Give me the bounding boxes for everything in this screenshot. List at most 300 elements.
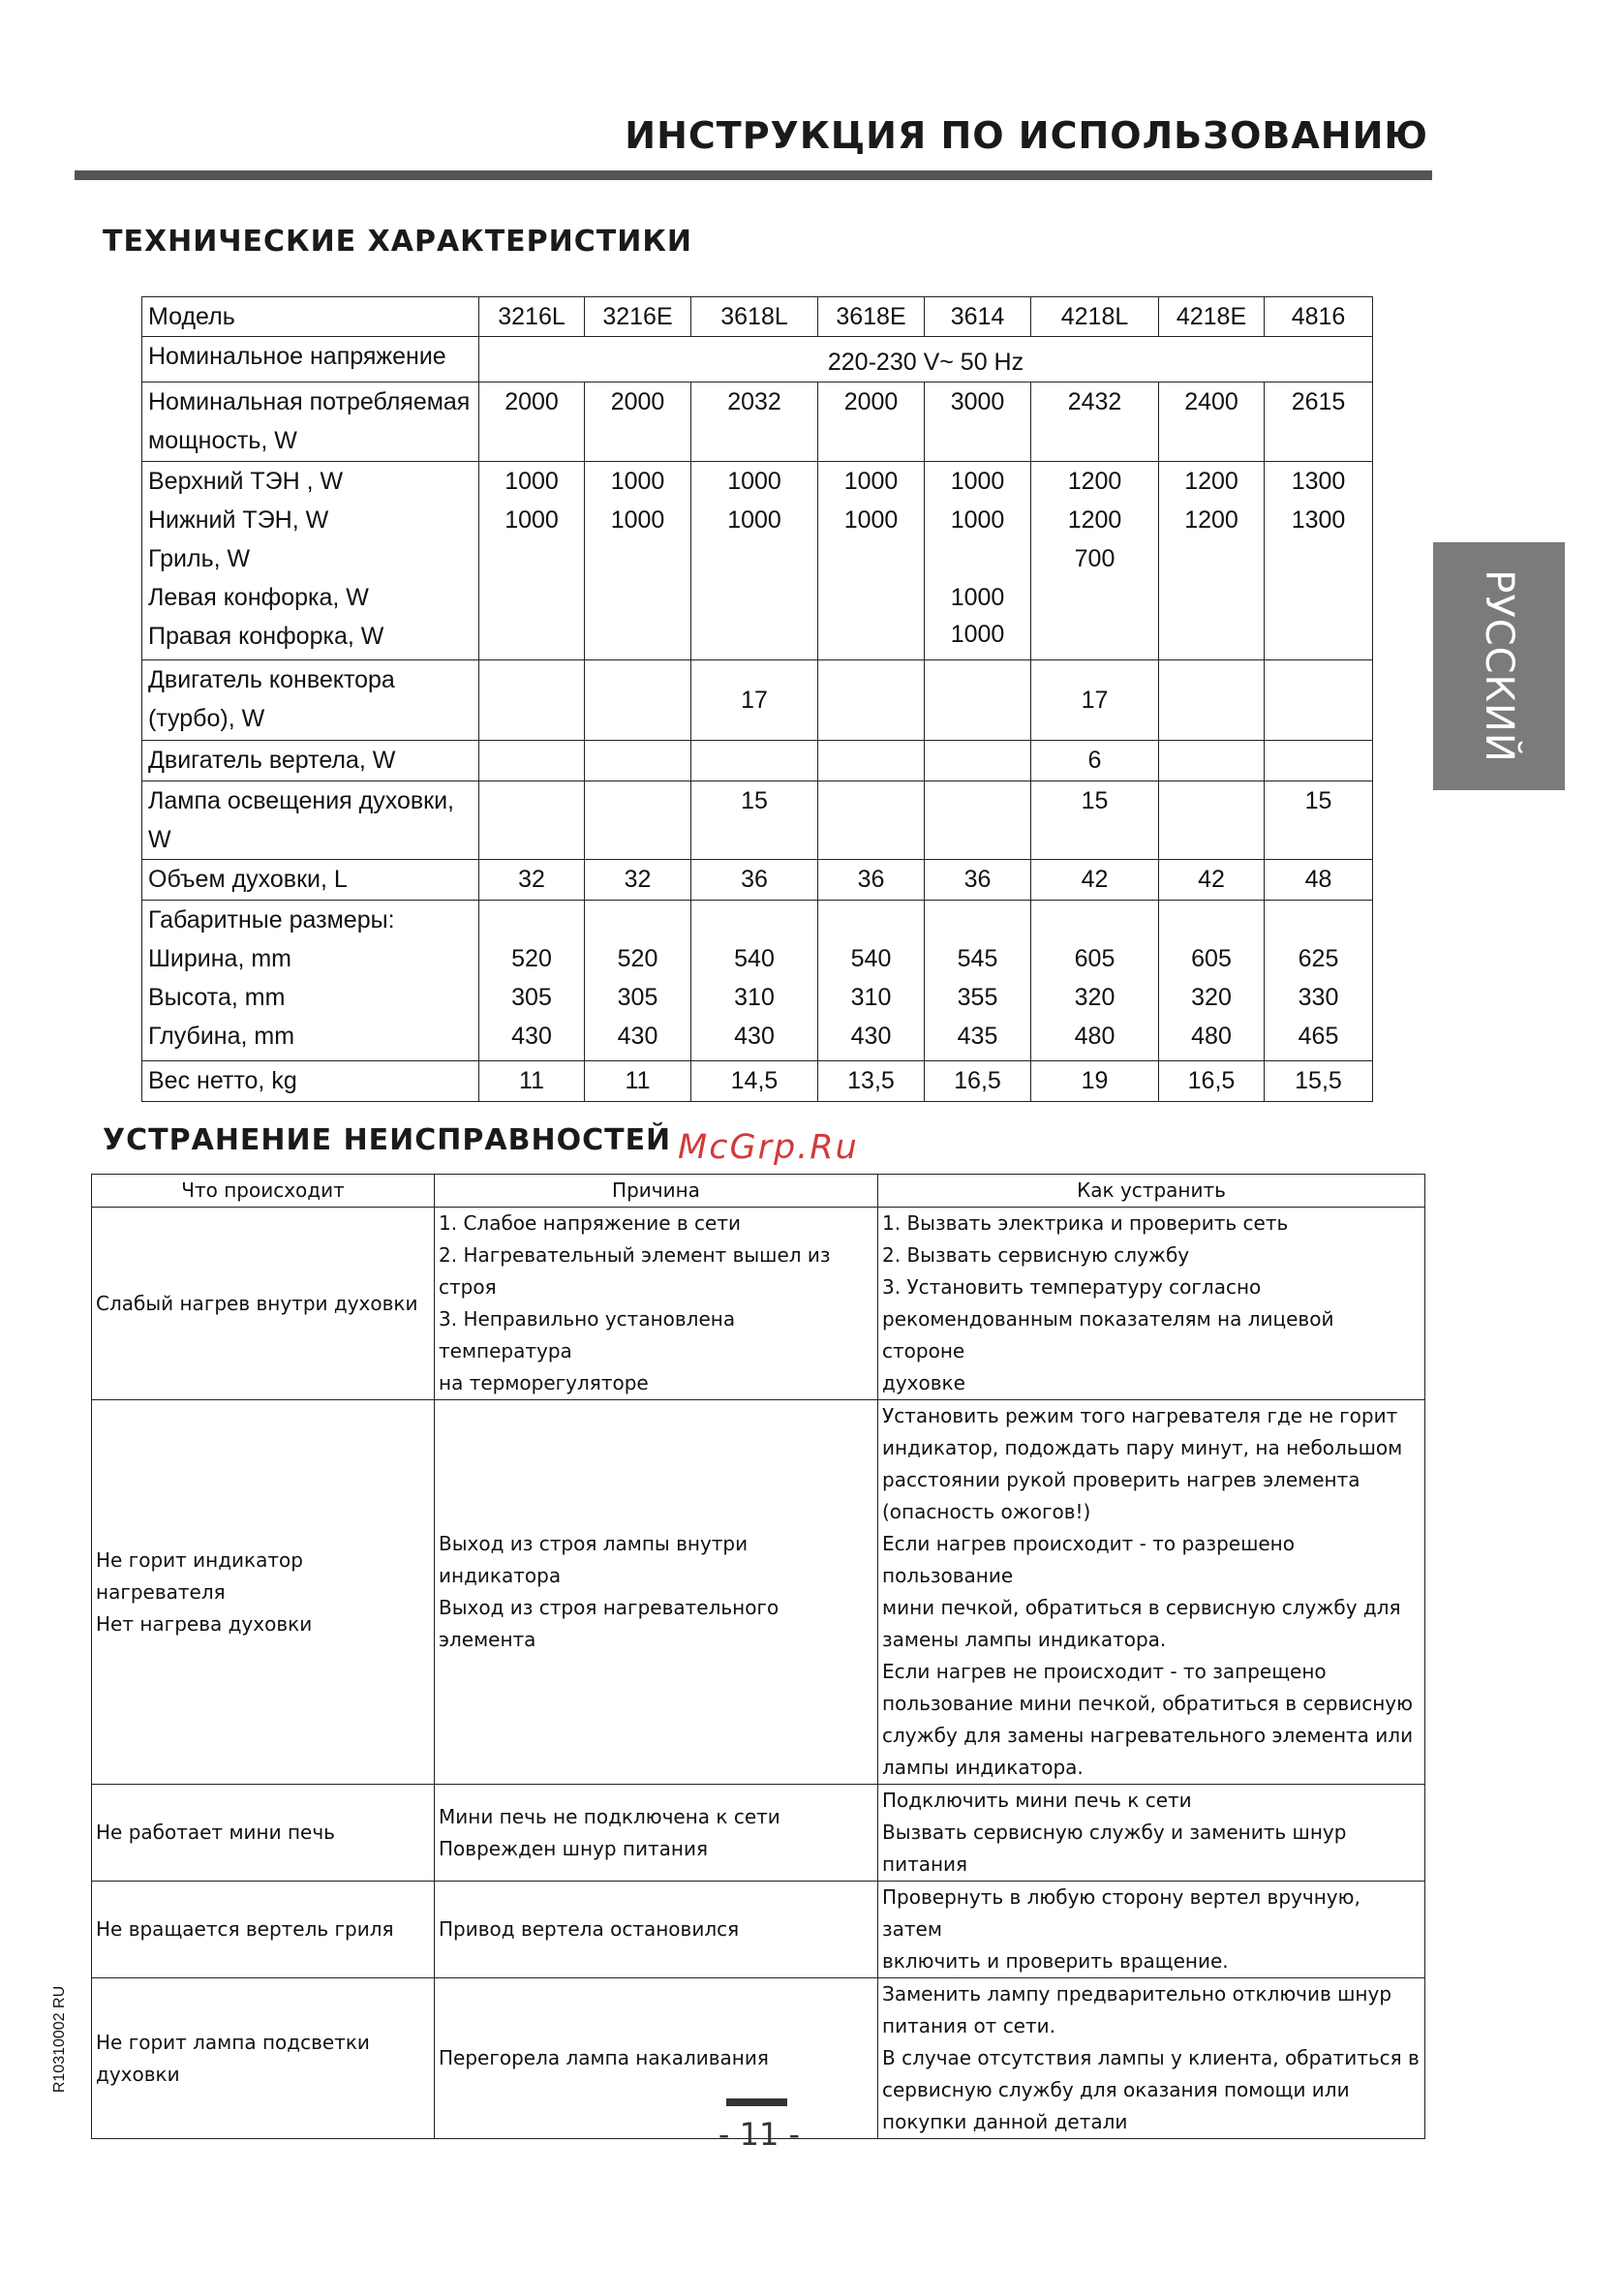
spec-value-text: 6 — [1087, 747, 1102, 774]
spec-label-text: Лампа освещения духовки, W — [148, 787, 454, 853]
spec-value — [585, 741, 691, 781]
spec-value — [1265, 741, 1373, 781]
trouble-header-row — [92, 1175, 1425, 1208]
spec-value-text: 310 — [734, 984, 775, 1011]
spec-value-text — [1270, 741, 1366, 780]
trouble-problem-line: духовки — [96, 2062, 180, 2086]
spec-model-name: 3216E — [602, 303, 673, 330]
spec-value-text: 36 — [963, 866, 992, 893]
trouble-cause-cell — [435, 1785, 878, 1882]
spec-value — [1159, 860, 1265, 901]
spec-value-text: 16,5 — [954, 1067, 1001, 1094]
spec-model-name: 4218L — [1060, 303, 1129, 330]
trouble-problem-line: Не вращается вертель гриля — [96, 1917, 394, 1941]
spec-model-name: 4218E — [1176, 303, 1247, 330]
spec-value-text: 1000 — [843, 468, 899, 495]
language-tab-label: РУССКИЙ — [1477, 569, 1521, 763]
spacer — [1165, 901, 1258, 939]
spec-value — [925, 860, 1031, 901]
header-rule — [75, 170, 1432, 180]
spec-label-text: мощность, W — [148, 427, 297, 454]
spacer — [591, 901, 685, 939]
spec-value — [1265, 781, 1373, 860]
spec-value — [585, 462, 691, 660]
trouble-row — [92, 1785, 1425, 1882]
spec-model-name: 4816 — [1291, 303, 1346, 330]
spec-row — [142, 383, 1373, 462]
spacer — [1270, 901, 1366, 939]
spec-value-text: 520 — [511, 945, 552, 972]
spec-value-text: 36 — [741, 866, 768, 893]
spec-value-text — [824, 681, 918, 719]
spec-model — [1159, 297, 1265, 337]
spec-label-text: Габаритные размеры: — [148, 906, 395, 934]
spec-value — [691, 860, 818, 901]
spec-value — [818, 741, 925, 781]
spec-value-text: 2615 — [1291, 388, 1346, 415]
spec-value-text — [485, 781, 578, 820]
spec-value-text: 14,5 — [730, 1067, 779, 1094]
trouble-cause-line: 1. Слабое напряжение в сети — [439, 1211, 741, 1235]
spec-voltage-text: 220-230 V~ 50 Hz — [827, 349, 1024, 376]
spec-value — [1031, 860, 1159, 901]
spec-label-text: Левая конфорка, W — [148, 584, 369, 611]
spec-value-text: 1000 — [950, 506, 1005, 534]
spec-value-text: 480 — [1191, 1023, 1232, 1050]
spec-value-text: 1000 — [727, 468, 781, 495]
spec-value-text — [1165, 781, 1258, 820]
spec-value-text: 1000 — [843, 506, 899, 534]
spec-value — [479, 383, 585, 462]
page-number: - 11 - — [718, 2116, 801, 2153]
trouble-cause-cell — [435, 1978, 878, 2139]
spec-value — [818, 1061, 925, 1102]
trouble-fix-line: питания от сети. — [882, 2014, 1055, 2037]
spec-value-text: 320 — [1191, 984, 1232, 1011]
trouble-fix-line: 1. Вызвать электрика и проверить сеть — [882, 1211, 1289, 1235]
spec-value — [585, 860, 691, 901]
spec-value — [691, 741, 818, 781]
spec-label-text: Двигатель вертела, W — [148, 747, 396, 774]
spec-value-text: 42 — [1198, 866, 1225, 893]
trouble-cause-line: Перегорела лампа накаливания — [439, 2046, 769, 2069]
spec-label — [142, 781, 479, 860]
spec-value-text: 15,5 — [1295, 1067, 1342, 1094]
spec-label-text: Модель — [148, 303, 235, 330]
spec-value — [1031, 741, 1159, 781]
spec-value-text: 17 — [741, 687, 768, 714]
spec-value — [818, 660, 925, 741]
spec-value-text: 1000 — [950, 621, 1005, 648]
spec-label — [142, 462, 479, 660]
spec-label — [142, 901, 479, 1061]
spec-value — [818, 781, 925, 860]
spec-value-text: 15 — [1304, 787, 1332, 814]
spec-value — [925, 462, 1031, 660]
spec-row — [142, 660, 1373, 741]
troubleshooting-table — [91, 1174, 1425, 2139]
spec-row — [142, 741, 1373, 781]
trouble-fix-line: сервисную службу для оказания помощи или — [882, 2078, 1350, 2101]
spec-value — [585, 660, 691, 741]
spacer — [485, 901, 578, 939]
spec-row — [142, 337, 1373, 383]
spec-model-name: 3216L — [498, 303, 565, 330]
spec-value — [1031, 781, 1159, 860]
spec-value-text: 42 — [1081, 866, 1109, 893]
spec-value-text: 545 — [957, 945, 998, 972]
spec-section-title: ТЕХНИЧЕСКИЕ ХАРАКТЕРИСТИКИ — [103, 225, 692, 259]
spec-label-text: Глубина, mm — [148, 1023, 295, 1050]
spec-value — [818, 462, 925, 660]
spec-model-name: 3614 — [950, 303, 1005, 330]
trouble-fix-cell — [878, 1978, 1425, 2139]
trouble-problem-cell — [92, 1400, 435, 1785]
spec-label — [142, 660, 479, 741]
spec-value-text: 13,5 — [847, 1067, 895, 1094]
trouble-fix-line: Если нагрев происходит - то разрешено пользование — [882, 1532, 1295, 1587]
spec-value — [691, 660, 818, 741]
spec-value — [1159, 660, 1265, 741]
spec-value — [1265, 383, 1373, 462]
spec-value-text: 15 — [1081, 787, 1109, 814]
spec-value — [691, 1061, 818, 1102]
spec-value-text: 1300 — [1291, 468, 1346, 495]
spec-value-text: 520 — [617, 945, 658, 972]
trouble-problem-line: Не горит лампа подсветки — [96, 2030, 370, 2054]
trouble-row — [92, 1400, 1425, 1785]
spec-value-text: 15 — [741, 787, 768, 814]
spec-label — [142, 297, 479, 337]
spec-value-text: 1000 — [504, 506, 559, 534]
spec-value — [1265, 660, 1373, 741]
spec-value-text: 1000 — [727, 506, 781, 534]
spec-model — [818, 297, 925, 337]
spec-value-text: 430 — [734, 1023, 775, 1050]
spec-value — [1031, 1061, 1159, 1102]
spec-value — [585, 781, 691, 860]
spec-value-text: 480 — [1074, 1023, 1116, 1050]
spec-value-text: 2000 — [610, 388, 665, 415]
trouble-fix-line: Если нагрев не происходит - то запрещено — [882, 1660, 1327, 1683]
spec-voltage-value — [479, 337, 1373, 383]
spec-value-text — [931, 539, 1024, 578]
trouble-cause-cell — [435, 1400, 878, 1785]
spec-value — [479, 781, 585, 860]
spec-value-text: 305 — [511, 984, 552, 1011]
spec-value — [585, 383, 691, 462]
spec-value — [1159, 741, 1265, 781]
trouble-fix-line: замены лампы индикатора. — [882, 1628, 1167, 1651]
trouble-fix-line: 3. Установить температуру согласно — [882, 1275, 1262, 1299]
spec-value-text — [591, 681, 685, 719]
spec-value-text — [591, 741, 685, 780]
spec-row — [142, 860, 1373, 901]
trouble-problem-line: Не работает мини печь — [96, 1821, 335, 1844]
spec-value-text: 1200 — [1184, 506, 1238, 534]
trouble-fix-line: Провернуть в любую сторону вертел вручную, затем — [882, 1885, 1360, 1941]
spec-value-text: 48 — [1304, 866, 1332, 893]
spec-label-text: Номинальное напряжение — [148, 343, 446, 370]
trouble-row — [92, 1882, 1425, 1978]
spec-value-text: 430 — [617, 1023, 658, 1050]
trouble-row — [92, 1208, 1425, 1400]
spacer — [1037, 901, 1152, 939]
spec-value-text: 605 — [1074, 945, 1116, 972]
spec-value-text — [931, 741, 1024, 780]
trouble-fix-line: В случае отсутствия лампы у клиента, обратиться в — [882, 2046, 1420, 2069]
spec-value-text: 540 — [734, 945, 775, 972]
watermark: McGrp.Ru — [678, 1128, 859, 1167]
spec-value-text: 1000 — [610, 506, 665, 534]
trouble-fix-line: Заменить лампу предварительно отключив шнур — [882, 1982, 1392, 2005]
spec-value-text: 1300 — [1291, 506, 1346, 534]
spec-value — [691, 901, 818, 1061]
spec-value — [479, 901, 585, 1061]
spec-value-text — [591, 781, 685, 820]
spec-value-text — [485, 741, 578, 780]
spec-model — [479, 297, 585, 337]
trouble-header-cell: Причина — [435, 1175, 878, 1208]
spec-value-text: 330 — [1298, 984, 1339, 1011]
spec-value-text — [931, 681, 1024, 719]
spec-value — [479, 660, 585, 741]
trouble-cause-cell — [435, 1208, 878, 1400]
spec-label-text: Двигатель конвектора — [148, 666, 395, 693]
trouble-fix-cell — [878, 1400, 1425, 1785]
spec-value — [1159, 462, 1265, 660]
spec-value — [925, 660, 1031, 741]
spec-model — [925, 297, 1031, 337]
spec-value — [479, 860, 585, 901]
spec-label — [142, 337, 479, 383]
trouble-cause-line: строя — [439, 1275, 497, 1299]
trouble-header-cell: Что происходит — [92, 1175, 435, 1208]
spec-value — [1031, 901, 1159, 1061]
spec-value-text — [931, 781, 1024, 820]
trouble-fix-line: покупки данной детали — [882, 2110, 1128, 2133]
spec-row — [142, 462, 1373, 660]
spec-value-text: 32 — [518, 866, 545, 893]
spec-value — [1031, 383, 1159, 462]
spec-value-text: 355 — [957, 984, 998, 1011]
spec-label — [142, 860, 479, 901]
spec-value — [818, 383, 925, 462]
spec-value — [1265, 901, 1373, 1061]
spec-label-text: Высота, mm — [148, 984, 286, 1011]
spec-model — [1031, 297, 1159, 337]
spec-value — [1265, 1061, 1373, 1102]
spec-label — [142, 741, 479, 781]
spec-value — [1031, 462, 1159, 660]
spec-label-text: Вес нетто, kg — [148, 1067, 297, 1094]
spec-value-text — [1165, 681, 1258, 719]
spec-value — [585, 1061, 691, 1102]
spec-value-text: 320 — [1074, 984, 1116, 1011]
trouble-cause-cell — [435, 1882, 878, 1978]
spec-value-text: 540 — [850, 945, 892, 972]
spec-value — [1159, 901, 1265, 1061]
trouble-problem-cell — [92, 1882, 435, 1978]
spec-value — [691, 462, 818, 660]
trouble-problem-cell — [92, 1785, 435, 1882]
trouble-cause-line: Привод вертела остановился — [439, 1917, 740, 1941]
spec-model — [585, 297, 691, 337]
spec-value-text: 700 — [1074, 545, 1116, 572]
spec-model-name: 3618L — [720, 303, 788, 330]
trouble-fix-line: пользование мини печкой, обратиться в сервисную — [882, 1692, 1413, 1715]
spec-value-text: 625 — [1298, 945, 1339, 972]
spec-label-text: Номинальная потребляемая — [148, 388, 471, 415]
spec-value — [585, 901, 691, 1061]
trouble-fix-line: (опасность ожогов!) — [882, 1500, 1091, 1523]
spec-label-text: Нижний ТЭН, W — [148, 506, 329, 534]
trouble-problem-line: Слабый нагрев внутри духовки — [96, 1291, 418, 1315]
trouble-fix-cell — [878, 1785, 1425, 1882]
spec-value-text: 1000 — [950, 468, 1005, 495]
spec-value-text: 1200 — [1067, 468, 1122, 495]
trouble-fix-line: Подключить мини печь к сети — [882, 1789, 1192, 1812]
spec-label-text: Верхний ТЭН , W — [148, 468, 344, 495]
trouble-problem-line: Нет нагрева духовки — [96, 1611, 313, 1636]
spacer — [824, 901, 918, 939]
spec-value-text: 1000 — [504, 468, 559, 495]
spec-value-text: 2032 — [727, 388, 781, 415]
spec-model — [691, 297, 818, 337]
trouble-fix-line: Вызвать сервисную службу и заменить шнур питания — [882, 1821, 1347, 1876]
trouble-cause-line: Выход из строя лампы внутри индикатора — [439, 1532, 749, 1587]
spec-value-text — [1270, 681, 1366, 719]
trouble-row — [92, 1978, 1425, 2139]
trouble-fix-line: мини печкой, обратиться в сервисную службу для — [882, 1596, 1401, 1619]
spec-value — [925, 901, 1031, 1061]
spec-table — [141, 296, 1373, 1102]
spec-value-text: 430 — [511, 1023, 552, 1050]
spec-value — [818, 901, 925, 1061]
spec-value-text: 605 — [1191, 945, 1232, 972]
spec-value — [1031, 660, 1159, 741]
spec-value-text: 2400 — [1184, 388, 1238, 415]
trouble-fix-cell — [878, 1882, 1425, 1978]
spec-value-text: 1000 — [950, 584, 1005, 611]
spec-value-text: 1200 — [1184, 468, 1238, 495]
trouble-fix-line: лампы индикатора. — [882, 1756, 1084, 1779]
trouble-cause-line: на терморегуляторе — [439, 1371, 649, 1394]
spec-value-text: 465 — [1298, 1023, 1339, 1050]
spec-value-text: 2000 — [504, 388, 559, 415]
spec-value — [691, 781, 818, 860]
spec-label — [142, 1061, 479, 1102]
language-tab — [1433, 542, 1565, 790]
spec-value — [925, 741, 1031, 781]
spec-label — [142, 383, 479, 462]
spec-model-name: 3618E — [836, 303, 906, 330]
spec-value-text: 305 — [617, 984, 658, 1011]
spec-value-text: 310 — [850, 984, 892, 1011]
trouble-header-cell: Как устранить — [878, 1175, 1425, 1208]
trouble-fix-line: 2. Вызвать сервисную службу — [882, 1243, 1190, 1267]
spec-value-text: 2000 — [843, 388, 899, 415]
document-code — [41, 1985, 79, 2094]
trouble-fix-line: расстоянии рукой проверить нагрев элемента — [882, 1468, 1360, 1491]
spec-value-text: 435 — [957, 1023, 998, 1050]
spec-value-text: 1000 — [610, 468, 665, 495]
spec-value-text: 11 — [519, 1067, 544, 1094]
spec-value-text: 16,5 — [1187, 1067, 1236, 1094]
spec-value — [479, 462, 585, 660]
spec-value-text — [485, 681, 578, 719]
spec-value — [818, 860, 925, 901]
spec-value — [1265, 860, 1373, 901]
trouble-cause-line: 2. Нагревательный элемент вышел из — [439, 1243, 831, 1267]
trouble-fix-line: рекомендованным показателям на лицевой стороне — [882, 1307, 1334, 1362]
spec-row — [142, 901, 1373, 1061]
trouble-fix-cell — [878, 1208, 1425, 1400]
spec-value — [925, 1061, 1031, 1102]
page-number-rule — [726, 2098, 787, 2106]
spec-value — [1159, 383, 1265, 462]
trouble-problem-cell — [92, 1208, 435, 1400]
spec-value — [479, 741, 585, 781]
trouble-fix-line: Установить режим того нагревателя где не горит — [882, 1404, 1398, 1427]
trouble-problem-line: Не горит индикатор нагревателя — [96, 1547, 303, 1604]
spacer — [931, 901, 1024, 939]
spec-value — [691, 383, 818, 462]
spec-row — [142, 1061, 1373, 1102]
spec-value — [479, 1061, 585, 1102]
spec-value-text: 32 — [624, 866, 652, 893]
spec-label-text: Ширина, mm — [148, 945, 291, 972]
spec-label-text: (турбо), W — [148, 705, 265, 732]
spec-label-text: Объем духовки, L — [148, 866, 348, 893]
spec-value — [1265, 462, 1373, 660]
trouble-cause-line: Мини печь не подключена к сети — [439, 1804, 780, 1828]
spec-value-text: 36 — [857, 866, 885, 893]
trouble-section-title: УСТРАНЕНИЕ НЕИСПРАВНОСТЕЙ — [103, 1123, 672, 1157]
spec-model — [1265, 297, 1373, 337]
trouble-fix-line: службу для замены нагревательного элемента или — [882, 1724, 1414, 1747]
spec-value-text: 1200 — [1067, 506, 1122, 534]
document-code-text: R10310002 RU — [51, 1985, 68, 2094]
trouble-fix-line: индикатор, подождать пару минут, на небольшом — [882, 1436, 1403, 1459]
trouble-fix-line: включить и проверить вращение. — [882, 1949, 1229, 1973]
spec-value-text: 2432 — [1067, 388, 1122, 415]
spec-value-text — [697, 741, 811, 780]
spec-value — [1159, 781, 1265, 860]
spec-value-text: 11 — [625, 1067, 651, 1094]
page-header-title: ИНСТРУКЦИЯ ПО ИСПОЛЬЗОВАНИЮ — [625, 114, 1428, 157]
spec-row — [142, 781, 1373, 860]
trouble-cause-line: Выход из строя нагревательного элемента — [439, 1596, 779, 1651]
spec-value — [925, 383, 1031, 462]
trouble-fix-line: духовке — [882, 1371, 965, 1394]
spec-value-text — [824, 781, 918, 820]
trouble-cause-line: Поврежден шнур питания — [439, 1836, 708, 1860]
trouble-cause-line: 3. Неправильно установлена температура — [439, 1307, 736, 1362]
spec-value-text — [1165, 741, 1258, 780]
spec-value-text: 19 — [1081, 1067, 1109, 1094]
spec-value — [1159, 1061, 1265, 1102]
spec-value — [925, 781, 1031, 860]
spec-label-text: Правая конфорка, W — [148, 623, 384, 650]
spec-value-text: 3000 — [950, 388, 1005, 415]
trouble-problem-cell — [92, 1978, 435, 2139]
spacer — [697, 901, 811, 939]
spec-value-text: 430 — [850, 1023, 892, 1050]
spec-value-text — [824, 741, 918, 780]
spec-label-text: Гриль, W — [148, 545, 251, 572]
spec-row — [142, 297, 1373, 337]
